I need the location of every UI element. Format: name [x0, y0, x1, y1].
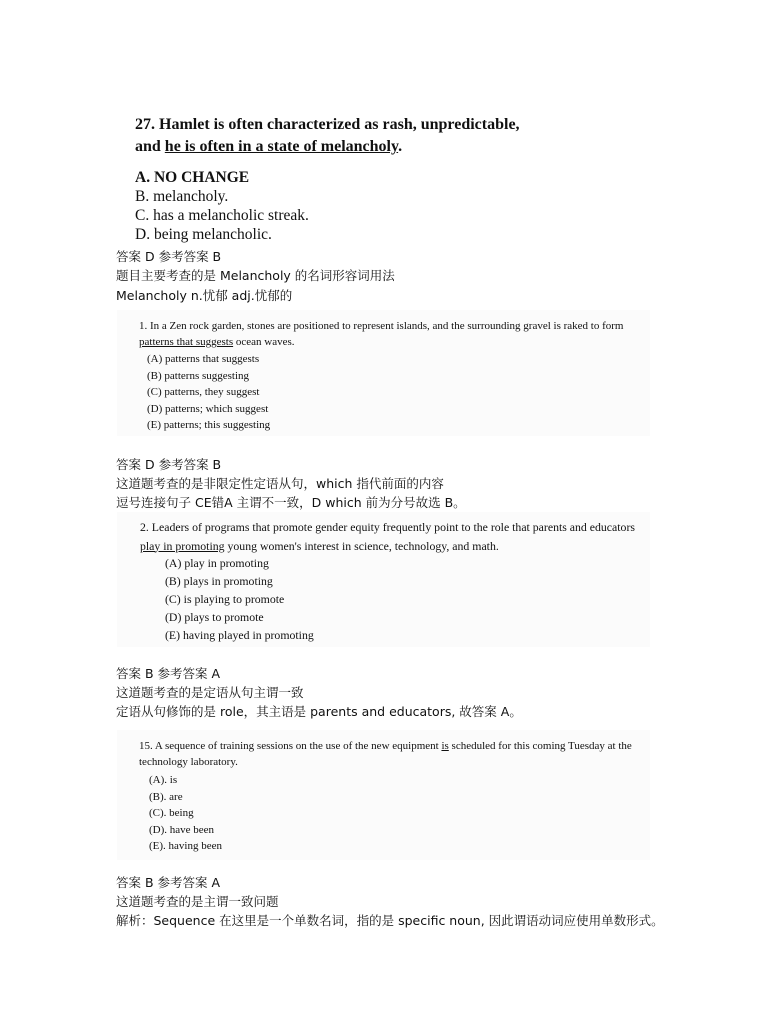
- question-1-options: [147, 351, 270, 434]
- option: A. NO CHANGE: [135, 169, 250, 186]
- analysis-line: 这道题考查的是定语从句主谓一致: [116, 685, 304, 700]
- stem-text: scheduled for this coming Tuesday at the technology laboratory.: [139, 740, 632, 768]
- answer-line: 答案 B 参考答案 A: [116, 875, 221, 890]
- analysis-line: 题目主要考查的是 Melancholy 的名词形容词用法: [116, 268, 395, 283]
- option: (D) plays to promote: [165, 610, 264, 624]
- question-2-image: [117, 512, 650, 647]
- option: (A) patterns that suggests: [147, 353, 260, 365]
- analysis-line: 解析：Sequence 在这里是一个单数名词，指的是 specific noun, 因此谓语动词应使用单数形式。: [116, 913, 664, 928]
- question-15-options: [149, 772, 222, 855]
- analysis-line: Melancholy n.忧郁 adj.忧郁的: [116, 288, 293, 303]
- question-27-stem: [135, 114, 520, 158]
- option: (A) play in promoting: [165, 556, 269, 570]
- answer-line: 答案 D 参考答案 B: [116, 249, 222, 264]
- underlined-text: patterns that suggests: [139, 336, 234, 348]
- option: (A). is: [149, 774, 178, 786]
- stem-text: ocean waves.: [233, 336, 295, 348]
- option: (B) patterns suggesting: [147, 369, 250, 382]
- option: D. being melancholic.: [135, 226, 272, 243]
- stem-text: 2. Leaders of programs that promote gender equity frequently point to the role that parents and educators: [140, 520, 635, 534]
- question-15-stem: [139, 738, 644, 770]
- underlined-text: he is often in a state of melancholy: [164, 138, 399, 155]
- option: (B). are: [149, 790, 183, 803]
- analysis-line: 这道题考查的是非限定性定语从句，which 指代前面的内容: [116, 476, 444, 491]
- stem-text: .: [398, 138, 403, 155]
- question-15-image: [117, 730, 650, 860]
- stem-text: 1. In a Zen rock garden, stones are positioned to represent islands, and the surrounding gravel is raked to form: [139, 320, 624, 332]
- question-1-stem: [139, 318, 644, 350]
- option: (C). being: [149, 807, 194, 820]
- underlined-text: is: [441, 740, 449, 752]
- question-2-options: [165, 554, 314, 644]
- answer-line: 答案 B 参考答案 A: [116, 666, 221, 681]
- option: (B) plays in promoting: [165, 574, 273, 588]
- question-1-image: [117, 310, 650, 436]
- option: (D). have been: [149, 823, 215, 836]
- underlined-text: play in promoting: [140, 538, 225, 553]
- analysis-line: 定语从句修饰的是 role，其主语是 parents and educators, 故答案 A。: [116, 704, 522, 719]
- option: (E) patterns; this suggesting: [147, 419, 271, 432]
- stem-text: 15. A sequence of training sessions on the use of the new equipment: [139, 740, 442, 752]
- option: (C) is playing to promote: [165, 592, 285, 606]
- option: (C) patterns, they suggest: [147, 386, 260, 399]
- option: (D) patterns; which suggest: [147, 402, 269, 415]
- question-2-stem: [140, 518, 644, 555]
- stem-text: young women's interest in science, technology, and math.: [224, 538, 499, 553]
- option: (E). having been: [149, 840, 222, 853]
- answer-line: 答案 D 参考答案 B: [116, 457, 222, 472]
- analysis-line: 这道题考查的是主谓一致问题: [116, 894, 279, 909]
- question-27-options: [135, 168, 309, 244]
- option: (E) having played in promoting: [165, 628, 314, 642]
- question-27-image: [117, 104, 650, 244]
- option: C. has a melancholic streak.: [135, 207, 309, 224]
- stem-text: and: [135, 138, 165, 155]
- stem-text: 27. Hamlet is often characterized as rash, unpredictable,: [135, 116, 520, 133]
- analysis-line: 逗号连接句子 CE错A 主谓不一致，D which 前为分号故选 B。: [116, 495, 466, 510]
- option: B. melancholy.: [135, 188, 229, 205]
